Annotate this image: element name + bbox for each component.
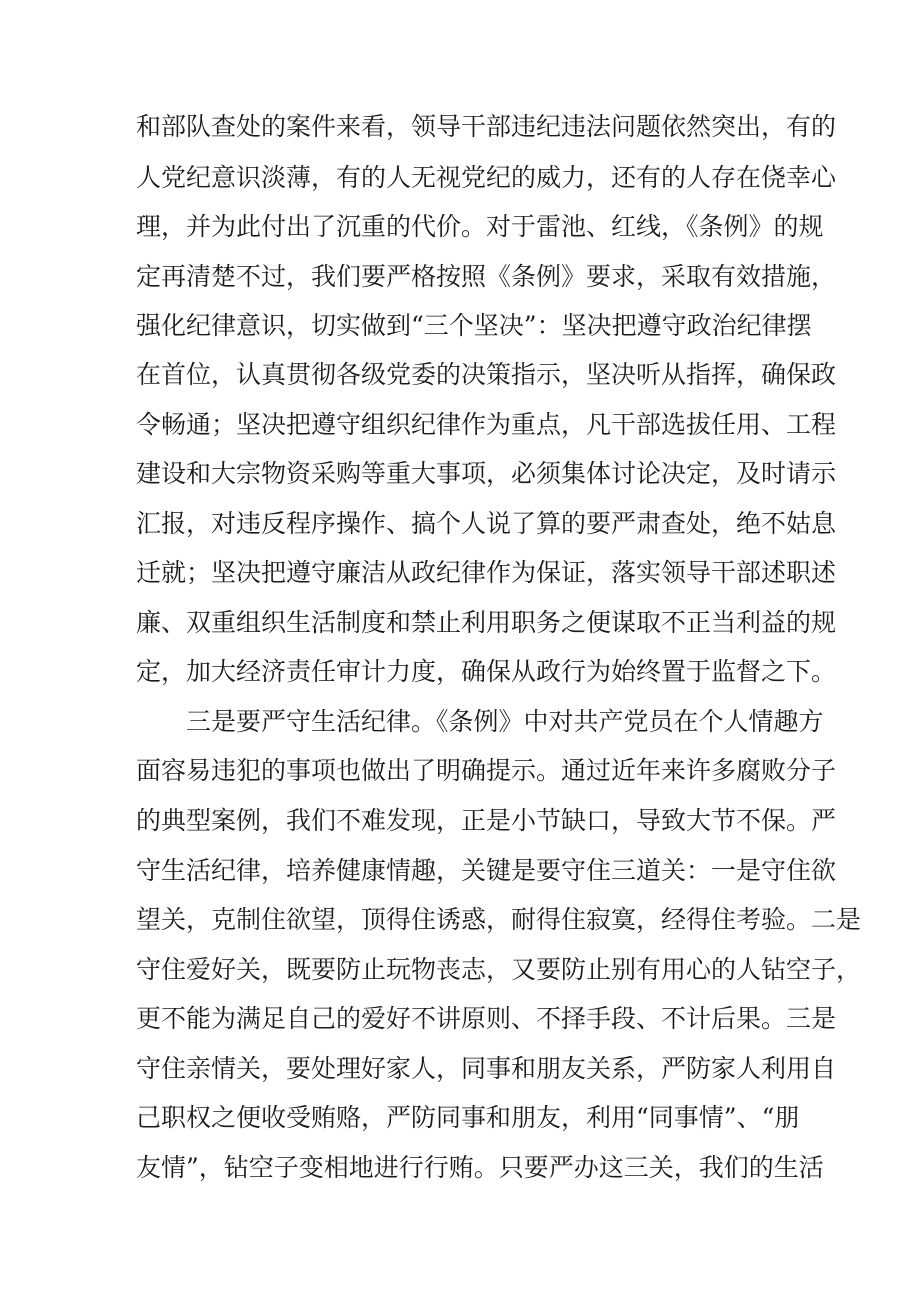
paragraph-2-line-7: 更不能为满足自己的爱好不讲原则、不择手段、不计后果。三是 [136, 1004, 837, 1033]
paragraph-2-line-3: 的典型案例，我们不难发现，正是小节缺口，导致大节不保。严 [136, 806, 837, 835]
paragraph-1-line-6: 在首位，认真贯彻各级党委的决策指示，坚决听从指挥，确保政 [136, 360, 837, 389]
paragraph-1-line-10: 迁就；坚决把遵守廉洁从政纪律作为保证，落实领导干部述职述 [136, 558, 837, 587]
paragraph-1-line-11: 廉、双重组织生活制度和禁止利用职务之便谋取不正当利益的规 [136, 608, 837, 637]
paragraph-1-line-12: 定，加大经济责任审计力度，确保从政行为始终置于监督之下。 [136, 657, 837, 686]
paragraph-1-line-3: 理，并为此付出了沉重的代价。对于雷池、红线，《条例》的规 [136, 212, 824, 241]
paragraph-1-line-8: 建设和大宗物资采购等重大事项，必须集体讨论决定，及时请示 [136, 459, 837, 488]
paragraph-1-line-1: 和部队查处的案件来看，领导干部违纪违法问题依然突出，有的 [136, 112, 837, 141]
paragraph-1-line-9: 汇报，对违反程序操作、搞个人说了算的要严肃查处，绝不姑息 [136, 509, 837, 538]
paragraph-2-line-9: 己职权之便收受贿赂，严防同事和朋友，利用“同事情”、“朋 [136, 1103, 800, 1132]
paragraph-1-line-2: 人党纪意识淡薄，有的人无视党纪的威力，还有的人存在侥幸心 [136, 163, 837, 192]
paragraph-2-line-2: 面容易违犯的事项也做出了明确提示。通过近年来许多腐败分子 [136, 756, 837, 785]
paragraph-1-line-5: 强化纪律意识，切实做到“三个坚决”：坚决把遵守政治纪律摆 [136, 311, 812, 340]
paragraph-2-line-4: 守生活纪律，培养健康情趣，关键是要守住三道关：一是守住欲 [136, 856, 837, 885]
paragraph-2-line-8: 守住亲情关，要处理好家人，同事和朋友关系，严防家人利用自 [136, 1054, 837, 1083]
paragraph-2-line-10: 友情”，钻空子变相地进行行贿。只要严办这三关，我们的生活 [136, 1153, 824, 1182]
paragraph-2-line-6: 守住爱好关，既要防止玩物丧志，又要防止别有用心的人钻空子， [136, 955, 862, 984]
paragraph-2-line-1: 三是要严守生活纪律。《条例》中对共产党员在个人情趣方 [186, 707, 824, 736]
paragraph-1-line-7: 令畅通；坚决把遵守组织纪律作为重点，凡干部选拔任用、工程 [136, 410, 837, 439]
paragraph-1-line-4: 定再清楚不过，我们要严格按照《条例》要求，采取有效措施， [136, 262, 837, 291]
paragraph-2-line-5: 望关，克制住欲望，顶得住诱惑，耐得住寂寞，经得住考验。二是 [136, 905, 862, 934]
